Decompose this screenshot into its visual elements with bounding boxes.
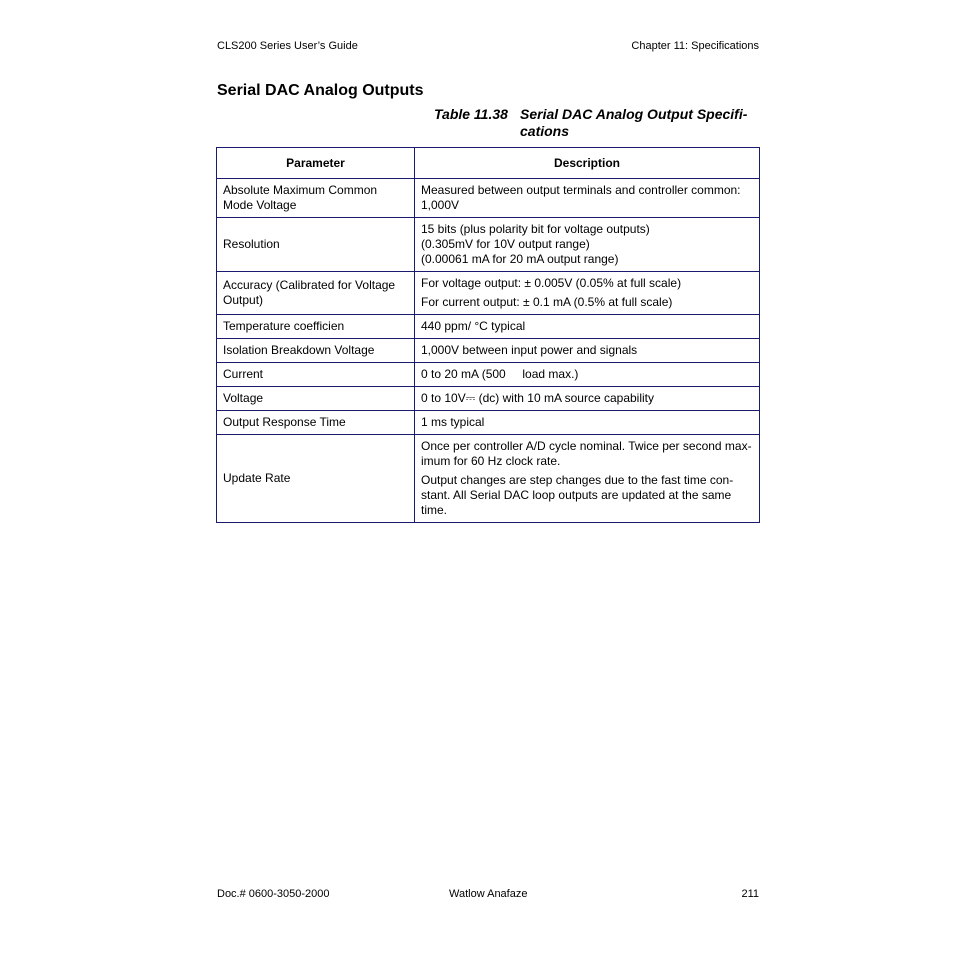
table-caption	[434, 106, 747, 140]
description-paragraph	[421, 319, 753, 334]
description-cell	[415, 435, 760, 523]
parameter-cell	[217, 411, 415, 435]
parameter-text: Output Response Time	[223, 415, 346, 429]
table-caption-line1: Serial DAC Analog Output Specifi-	[520, 106, 748, 122]
description-cell	[415, 272, 760, 315]
parameter-text: Resolution	[223, 237, 280, 251]
description-text: time.	[421, 503, 448, 517]
parameter-text: Absolute Maximum Common	[223, 183, 378, 197]
parameter-cell	[217, 179, 415, 218]
table-row	[217, 387, 760, 411]
table-row	[217, 315, 760, 339]
parameter-text: Current	[223, 367, 264, 381]
description-text: Measured between output terminals and controller common:	[421, 183, 741, 197]
parameter-text: Isolation Breakdown Voltage	[223, 343, 375, 357]
description-text: 1 ms typical	[421, 415, 485, 429]
description-text: Once per controller A/D cycle nominal. Twice per second max-	[421, 439, 752, 453]
description-paragraph	[421, 343, 753, 358]
parameter-cell	[217, 315, 415, 339]
description-text: (0.305mV for 10V output range)	[421, 237, 590, 251]
table-row	[217, 363, 760, 387]
table-row	[217, 411, 760, 435]
description-paragraph	[421, 391, 753, 406]
description-text: stant. All Serial DAC loop outputs are updated at the same	[421, 488, 732, 502]
table-row	[217, 339, 760, 363]
description-text: 0 to 20 mA (500 load max.)	[421, 367, 579, 381]
column-header-description: Description	[415, 148, 760, 179]
parameter-text: Output)	[223, 293, 264, 307]
description-text: Output changes are step changes due to the fast time con-	[421, 473, 734, 487]
parameter-cell	[217, 272, 415, 315]
description-paragraph	[421, 473, 753, 518]
description-cell	[415, 315, 760, 339]
footer-company: Watlow Anafaze	[449, 888, 528, 900]
parameter-text: Voltage	[223, 391, 264, 405]
description-paragraph	[421, 295, 753, 310]
parameter-text: Accuracy (Calibrated for Voltage	[223, 278, 396, 292]
description-cell	[415, 179, 760, 218]
table-caption-number: Table 11.38	[434, 106, 508, 122]
parameter-text: Mode Voltage	[223, 198, 297, 212]
description-text: 0 to 10V⎓ (dc) with 10 mA source capability	[421, 391, 655, 405]
table-caption-line2: cations	[520, 123, 570, 139]
table-row	[217, 272, 760, 315]
description-text: 15 bits (plus polarity bit for voltage outputs)	[421, 222, 650, 236]
description-text: 1,000V between input power and signals	[421, 343, 638, 357]
table-header-row	[217, 148, 760, 179]
description-cell	[415, 411, 760, 435]
table-row	[217, 179, 760, 218]
running-header-chapter: Chapter 11: Specifications	[631, 40, 759, 52]
parameter-cell	[217, 363, 415, 387]
description-cell	[415, 387, 760, 411]
description-paragraph	[421, 415, 753, 430]
table-row	[217, 218, 760, 272]
parameter-cell	[217, 387, 415, 411]
description-text: For voltage output: ± 0.005V (0.05% at full scale)	[421, 276, 682, 290]
column-header-parameter: Parameter	[217, 148, 415, 179]
description-paragraph	[421, 439, 753, 469]
footer-doc-number: Doc.# 0600-3050-2000	[217, 888, 330, 900]
description-text: (0.00061 mA for 20 mA output range)	[421, 252, 619, 266]
description-paragraph	[421, 367, 753, 382]
spec-table	[216, 147, 760, 523]
description-text: 440 ppm/ °C typical	[421, 319, 526, 333]
description-text: 1,000V	[421, 198, 460, 212]
running-header-title: CLS200 Series User’s Guide	[217, 40, 358, 52]
parameter-cell	[217, 218, 415, 272]
description-cell	[415, 339, 760, 363]
parameter-cell	[217, 339, 415, 363]
description-paragraph	[421, 222, 753, 267]
parameter-text: Update Rate	[223, 471, 291, 485]
parameter-cell	[217, 435, 415, 523]
table-row	[217, 435, 760, 523]
page-number: 211	[741, 888, 759, 900]
description-cell	[415, 363, 760, 387]
description-paragraph	[421, 276, 753, 291]
description-paragraph	[421, 183, 753, 213]
description-cell	[415, 218, 760, 272]
parameter-text: Temperature coefficien	[223, 319, 345, 333]
description-text: For current output: ± 0.1 mA (0.5% at full scale)	[421, 295, 673, 309]
section-title: Serial DAC Analog Outputs	[217, 82, 424, 99]
description-text: imum for 60 Hz clock rate.	[421, 454, 561, 468]
